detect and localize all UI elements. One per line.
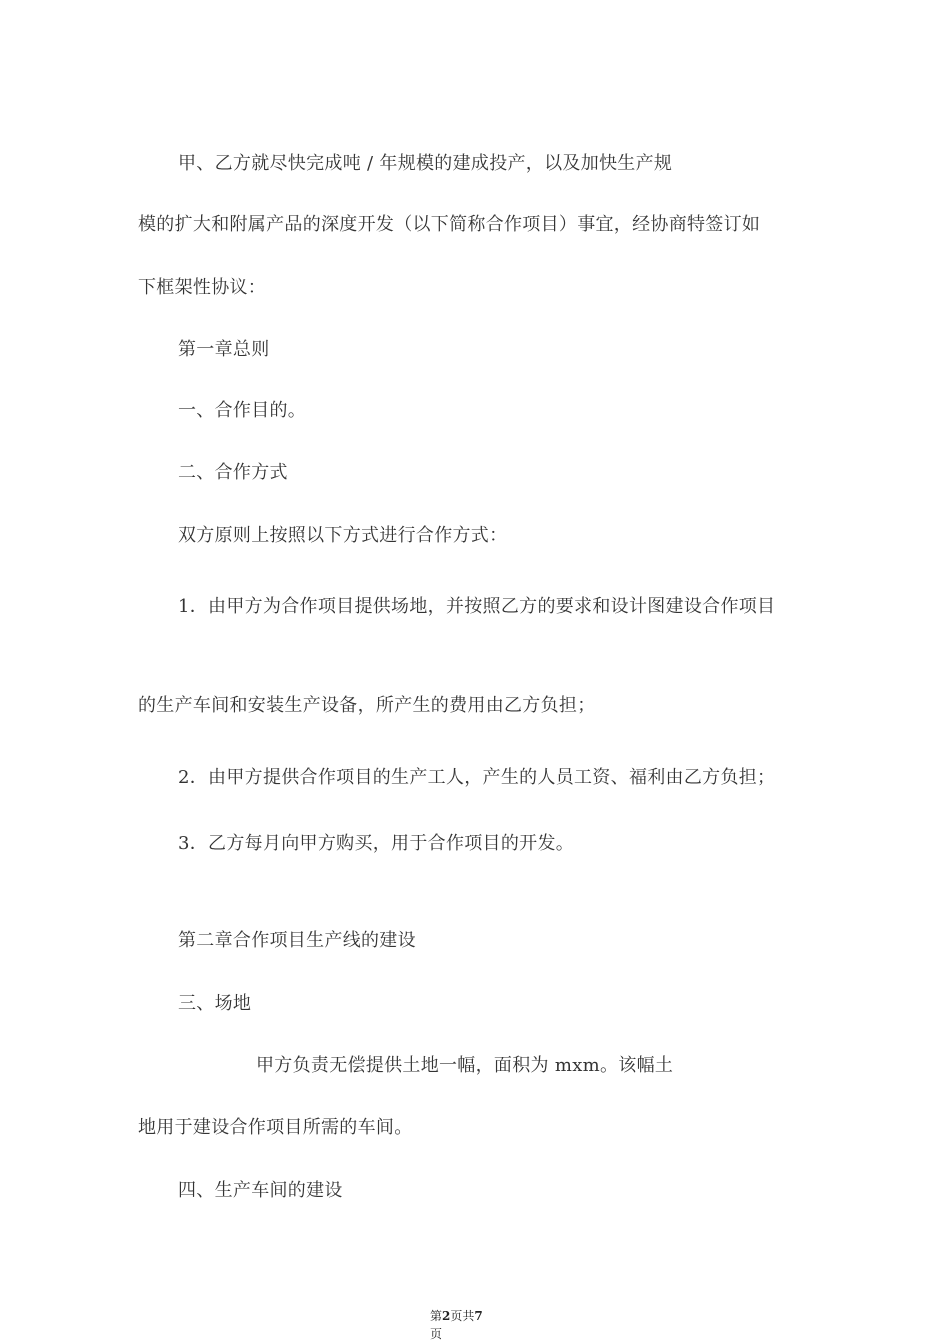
list-item: 2．由甲方提供合作项目的生产工人，产生的人员工资、福利由乙方负担； — [178, 767, 776, 788]
section-heading: 三、场地 — [178, 993, 252, 1014]
section-heading: 二、合作方式 — [178, 462, 288, 483]
list-item: 1．由甲方为合作项目提供场地，并按照乙方的要求和设计图建设合作项目 — [178, 596, 776, 617]
text-line: 的生产车间和安装生产设备，所产生的费用由乙方负担； — [138, 695, 596, 716]
section-heading: 四、生产车间的建设 — [178, 1180, 343, 1201]
footer-middle: 页共 — [450, 1309, 475, 1323]
section-heading: 一、合作目的。 — [178, 400, 307, 421]
list-item: 3．乙方每月向甲方购买，用于合作项目的开发。 — [178, 833, 575, 854]
text-line: 甲方负责无偿提供土地一幅，面积为 mxm。该幅土 — [256, 1055, 674, 1076]
text-line: 甲、乙方就尽快完成吨 / 年规模的建成投产，以及加快生产规 — [178, 153, 673, 174]
text-line: 双方原则上按照以下方式进行合作方式： — [178, 525, 508, 546]
chapter-heading: 第一章总则 — [178, 339, 270, 360]
text-line: 下框架性协议： — [138, 277, 267, 298]
footer-prefix: 第 — [430, 1309, 443, 1323]
text-line: 地用于建设合作项目所需的车间。 — [138, 1117, 413, 1138]
page-number-footer — [430, 1307, 510, 1343]
text-line: 模的扩大和附属产品的深度开发（以下简称合作项目）事宜，经协商特签订如 — [138, 214, 761, 235]
current-page-number: 2 — [442, 1309, 451, 1323]
chapter-heading: 第二章合作项目生产线的建设 — [178, 930, 416, 951]
total-page-number: 7 — [474, 1309, 483, 1323]
footer-suffix: 页 — [430, 1327, 443, 1341]
